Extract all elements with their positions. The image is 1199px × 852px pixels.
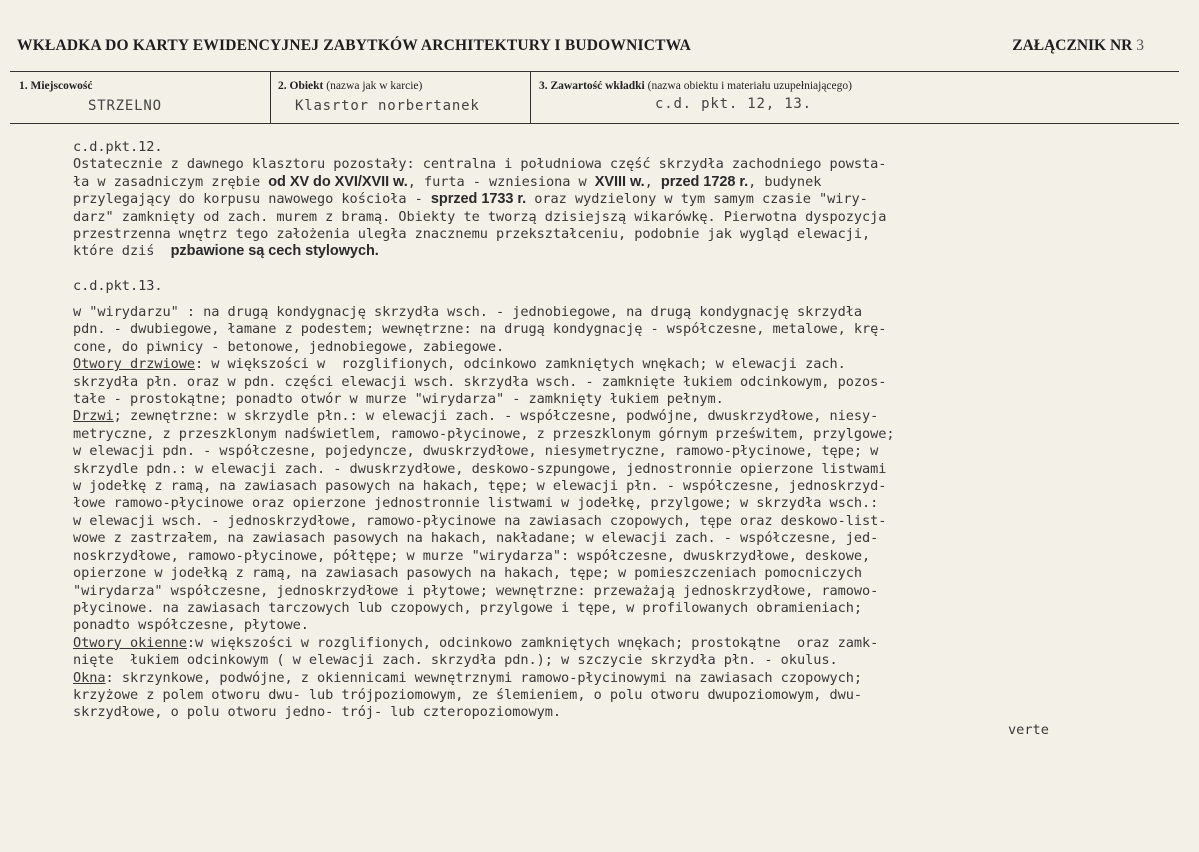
text-fragment: ; zewnętrzne: w skrzydle płn.: w elewacji zach. - współczesne, podwójne, dwuskrzydłowe, niesy- xyxy=(113,408,879,425)
text-line: ponadto współczesne, płytowe. xyxy=(73,617,309,634)
place-label-text: 1. Miejscowość xyxy=(19,80,93,92)
underlined-term: Drzwi xyxy=(73,408,114,425)
place-value: STRZELNO xyxy=(88,98,162,114)
text-line xyxy=(73,356,1133,373)
text-line xyxy=(73,243,1133,260)
annex-label xyxy=(1012,37,1144,55)
text-fragment: : skrzynkowe, podwójne, z okiennicami wewnętrznymi ramowo-płycinowymi na zawiasach czopowych; xyxy=(105,669,863,686)
text-line: cone, do piwnicy - betonowe, jednobiegowe, zabiegowe. xyxy=(73,338,505,355)
underlined-term: Okna xyxy=(73,669,106,686)
section-13-heading: c.d.pkt.13. xyxy=(73,278,163,294)
bold-date: sprzed 1733 r. xyxy=(430,191,527,208)
text-line: Ostatecznie z dawnego klasztoru pozostały: centralna i południowa część skrzydła zachodniego powsta- xyxy=(73,156,887,173)
text-line: skrzydła płn. oraz w pdn. części elewacji wsch. skrzydła wsch. - zamknięte łukiem odcinkowym, pozos- xyxy=(73,373,887,390)
text-line: krzyżowe z polem otworu dwu- lub trójpoziomowym, ze ślemieniem, o polu otworu dwupoziomowym, dwu- xyxy=(73,686,863,703)
content-label-note: (nazwa obiektu i materiału uzupełniającego) xyxy=(647,80,852,92)
content-value: c.d. pkt. 12, 13. xyxy=(655,96,812,112)
place-label xyxy=(19,80,92,92)
object-value: Klasrtor norbertanek xyxy=(295,98,480,114)
header-bottom-rule xyxy=(10,123,1179,124)
bold-date: od XV do XVI/XVII w. xyxy=(268,173,408,190)
bold-date: XVIII w. xyxy=(594,173,645,190)
text-line xyxy=(73,635,1133,652)
text-line: w jodełkę z ramą, na zawiasach pasowych na hakach, tępe; w elewacji płn. - współczesne, jednoskrzyd- xyxy=(73,478,887,495)
text-line: w elewacji wsch. - jednoskrzydłowe, ramowo-płycinowe na zawiasach czopowych, tępe oraz deskowo-list- xyxy=(73,512,887,529)
text-line: opierzone w jodełką z ramą, na zawiasach pasowych na hakach, tępe; w pomieszczeniach pomocniczych xyxy=(73,565,863,582)
text-line: w elewacji pdn. - współczesne, pojedyncze, dwuskrzydłowe, niesymetryczne, ramowo-płycinowe, tępe; w xyxy=(73,443,879,460)
text-line: tałe - prostokątne; ponadto otwór w murze "wirydarza" - zamknięty łukiem pełnym. xyxy=(73,391,724,408)
text-fragment: , furta - wzniesiona w xyxy=(407,173,595,190)
text-line xyxy=(73,670,1133,687)
text-line: pdn. - dwubiegowe, łamane z podestem; wewnętrzne: na drugą kondygnację - współczesne, metalowe, krę- xyxy=(73,321,887,338)
bold-date: przed 1728 r. xyxy=(660,173,749,190)
text-line: w "wirydarzu" : na drugą kondygnację skrzydła wsch. - jednobiegowe, na drugą kondygnację skrzydła xyxy=(73,304,863,320)
text-fragment: :w większości w rozglifionych, odcinkowo zamkniętych wnękach; prostokątne oraz zamk- xyxy=(186,634,879,651)
text-line: łowe ramowo-płycinowe oraz opierzone jednostronnie listwami w jodełkę, przylgowe; w skrzydła wsch.: xyxy=(73,495,879,512)
object-label xyxy=(278,80,422,92)
section-13-heading-block xyxy=(73,278,1133,295)
text-fragment: , xyxy=(644,173,661,190)
annex-label-text: ZAŁĄCZNIK NR xyxy=(1012,37,1133,54)
text-line: płycinowe. na zawiasach tarczowych lub czopowych, przylgowe i tępe, w profilowanych obramieniach; xyxy=(73,599,863,616)
form-title: WKŁADKA DO KARTY EWIDENCYJNEJ ZABYTKÓW ARCHITEKTURY I BUDOWNICTWA xyxy=(17,37,692,54)
section-13 xyxy=(73,304,1133,722)
text-line: darz" zamknięty od zach. murem z bramą. Obiekty te tworzą dzisiejszą wikarówkę. Pierwotna dyspozycja xyxy=(73,208,887,225)
text-fragment: przylegający do korpusu nawowego kościoła - xyxy=(73,191,431,208)
text-fragment: : w większości w rozglifionych, odcinkowo zamkniętych wnękach; w elewacji zach. xyxy=(195,356,846,373)
underlined-term: Otwory okienne xyxy=(73,634,187,651)
verte-note: verte xyxy=(1008,722,1049,738)
text-line: noskrzydłowe, ramowo-płycinowe, półtępe; w murze "wirydarza": współczesne, dwuskrzydłowe, deskowe, xyxy=(73,547,871,564)
object-label-text: 2. Obiekt xyxy=(278,80,324,92)
content-label xyxy=(539,80,852,92)
text-fragment: ła w zasadniczym zrębie xyxy=(73,173,269,190)
underlined-term: Otwory drzwiowe xyxy=(73,356,196,373)
content-label-text: 3. Zawartość wkładki xyxy=(539,80,645,92)
text-line: nięte łukiem odcinkowym ( w elewacji zach. skrzydła pdn.); w szczycie skrzydła płn. - okulus. xyxy=(73,652,838,669)
text-line xyxy=(73,174,1133,191)
text-line xyxy=(73,191,1133,208)
text-line: wowe z zastrzałem, na zawiasach pasowych na hakach, nakładane; w elewacji zach. - współczesne, jed- xyxy=(73,530,879,547)
text-line xyxy=(73,408,1133,425)
text-line: skrzydłowe, o polu otworu jedno- trój- lub czteropoziomowym. xyxy=(73,704,562,721)
text-line: przestrzenna wnętrz tego założenia uległa znacznemu przekształceniu, podobnie jak wygląd elewacji, xyxy=(73,226,871,243)
object-label-note: (nazwa jak w karcie) xyxy=(326,80,423,92)
annex-number: 3 xyxy=(1136,37,1144,54)
section-12-heading: c.d.pkt.12. xyxy=(73,139,163,155)
field-divider-2 xyxy=(530,71,531,123)
text-fragment: , budynek xyxy=(748,173,822,190)
text-line: skrzydle pdn.: w elewacji zach. - dwuskrzydłowe, deskowo-szpungowe, jednostronnie opierzone listwami xyxy=(73,460,887,477)
text-fragment: oraz wydzielony w tym samym czasie "wiry- xyxy=(526,191,868,208)
text-line: metryczne, z przeszklonym nadświetlem, ramowo-płycinowe, z przeszklonym górnym prześwitem, przylgowe; xyxy=(73,425,895,442)
section-12 xyxy=(73,139,1133,261)
header-top-rule xyxy=(10,71,1179,72)
field-divider-1 xyxy=(270,71,271,123)
text-line: "wirydarza" współczesne, jednoskrzydłowe i płytowe; wewnętrzne: przeważają jednoskrzydłowe, ramowo- xyxy=(73,582,879,599)
text-fragment: które dziś xyxy=(73,243,171,260)
bold-phrase: pzbawione są cech stylowych. xyxy=(170,243,379,260)
